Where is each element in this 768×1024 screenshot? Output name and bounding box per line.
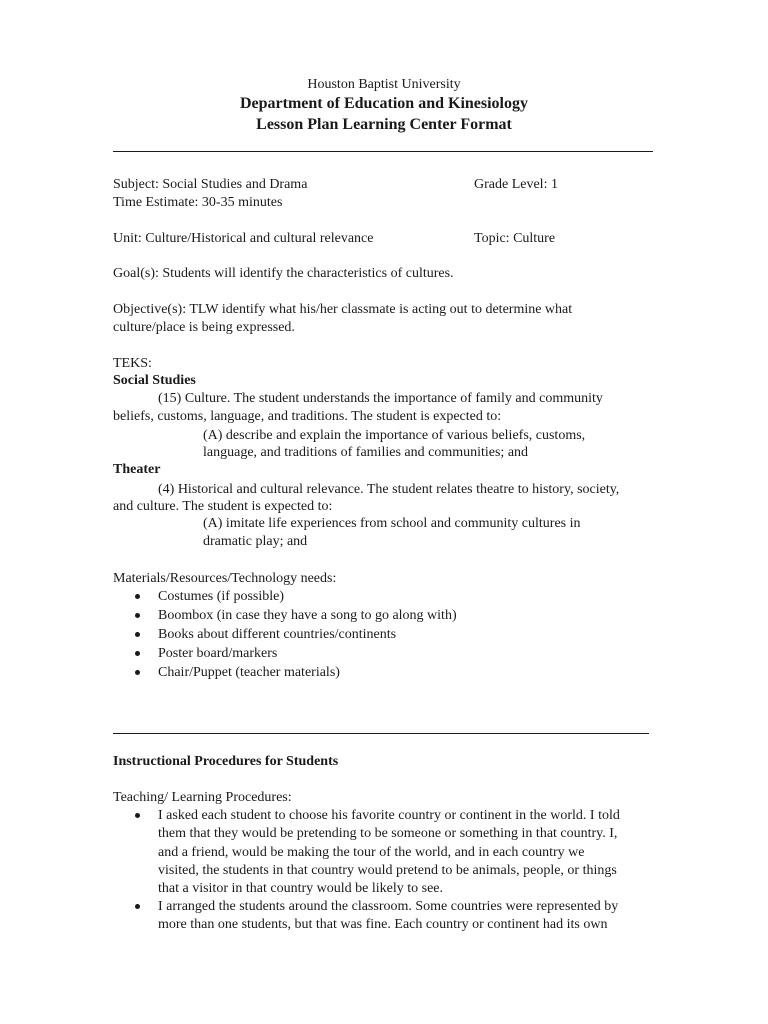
objective-line: culture/place is being expressed. xyxy=(113,320,295,335)
bullet-icon xyxy=(135,813,140,818)
materials-item: Chair/Puppet (teacher materials) xyxy=(158,665,340,680)
format-title: Lesson Plan Learning Center Format xyxy=(256,116,512,133)
teks-label: TEKS: xyxy=(113,356,152,371)
bullet-icon xyxy=(135,670,140,675)
header-divider xyxy=(113,151,653,152)
topic-field: Topic: Culture xyxy=(474,231,556,246)
materials-item: Boombox (in case they have a song to go along with) xyxy=(158,608,457,623)
section-divider xyxy=(113,733,649,734)
bullet-icon xyxy=(135,613,140,618)
theater-heading: Theater xyxy=(113,462,161,477)
procedures-heading: Instructional Procedures for Students xyxy=(113,754,339,769)
social-studies-standard: beliefs, customs, language, and traditions. The student is expected to: xyxy=(113,409,502,424)
objective-line: Objective(s): TLW identify what his/her classmate is acting out to determine what xyxy=(113,302,573,317)
procedure-item-line: that a visitor in that country would be likely to see. xyxy=(158,881,443,896)
subject-field: Subject: Social Studies and Drama xyxy=(113,177,308,192)
materials-item: Costumes (if possible) xyxy=(158,589,284,604)
department-title: Department of Education and Kinesiology xyxy=(239,95,528,112)
theater-expectation: (A) imitate life experiences from school and community cultures in xyxy=(203,516,581,531)
theater-standard: (4) Historical and cultural relevance. The student relates theatre to history, society, xyxy=(158,482,620,497)
procedure-item-line: them that they would be pretending to be someone or something in that country. I, xyxy=(158,826,618,841)
procedure-item-line: I asked each student to choose his favorite country or continent in the world. I told xyxy=(158,808,620,823)
bullet-icon xyxy=(135,594,140,599)
theater-standard: and culture. The student is expected to: xyxy=(113,499,333,514)
social-studies-standard: (15) Culture. The student understands the importance of family and community xyxy=(158,391,603,406)
grade-level-field: Grade Level: 1 xyxy=(474,177,558,192)
unit-field: Unit: Culture/Historical and cultural relevance xyxy=(113,231,374,246)
materials-item: Poster board/markers xyxy=(158,646,278,661)
institution-name: Houston Baptist University xyxy=(307,77,461,92)
procedure-item-line: I arranged the students around the classroom. Some countries were represented by xyxy=(158,899,619,914)
bullet-icon xyxy=(135,651,140,656)
social-studies-expectation: (A) describe and explain the importance of various beliefs, customs, xyxy=(203,428,586,443)
social-studies-expectation: language, and traditions of families and communities; and xyxy=(203,445,529,460)
procedure-item-line: visited, the students in that country would pretend to be animals, people, or things xyxy=(158,863,617,878)
bullet-icon xyxy=(135,904,140,909)
theater-expectation: dramatic play; and xyxy=(203,534,308,549)
procedure-item-line: and a friend, would be making the tour of the world, and in each country we xyxy=(158,845,585,860)
procedure-item-line: more than one students, but that was fine. Each country or continent had its own xyxy=(158,917,608,932)
bullet-icon xyxy=(135,632,140,637)
goal-field: Goal(s): Students will identify the characteristics of cultures. xyxy=(113,266,454,281)
materials-item: Books about different countries/continents xyxy=(158,627,397,642)
materials-label: Materials/Resources/Technology needs: xyxy=(113,571,337,586)
social-studies-heading: Social Studies xyxy=(113,373,196,388)
time-estimate-field: Time Estimate: 30-35 minutes xyxy=(113,195,283,210)
procedures-label: Teaching/ Learning Procedures: xyxy=(113,790,292,805)
